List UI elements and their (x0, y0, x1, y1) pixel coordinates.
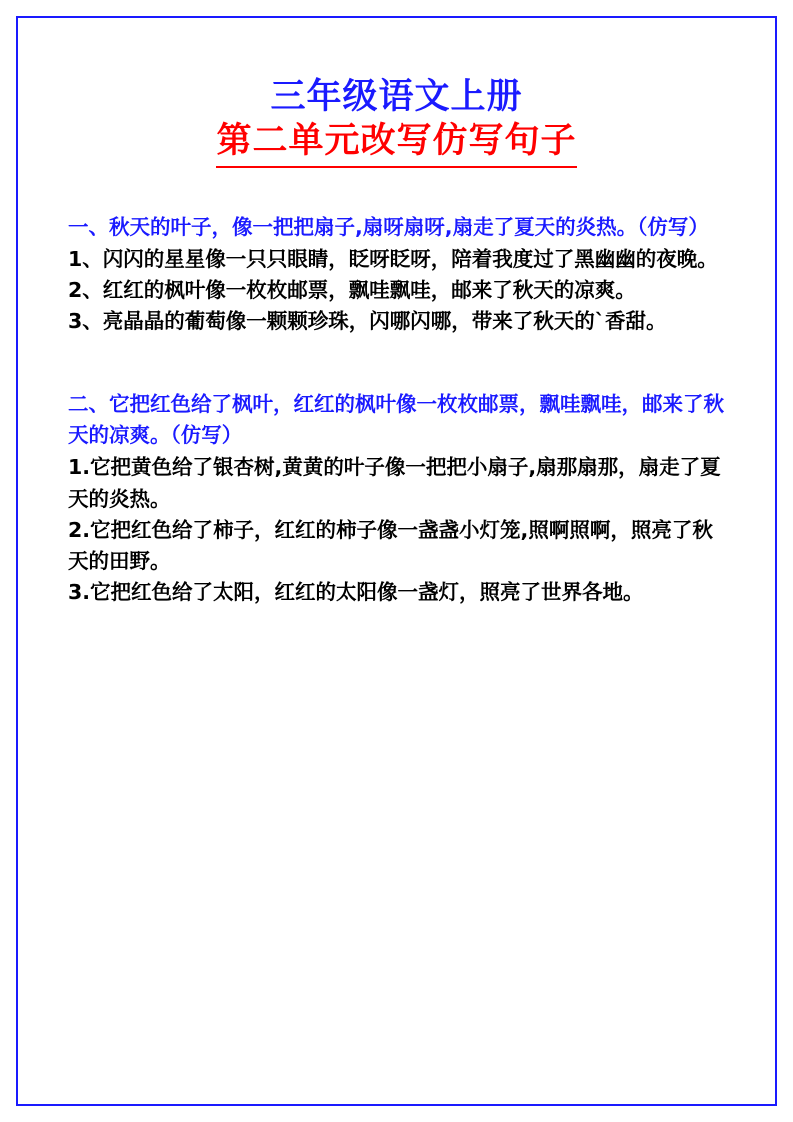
section-one-item-1: 1、闪闪的星星像一只只眼睛，眨呀眨呀，陪着我度过了黑幽幽的夜晚。 (68, 246, 718, 271)
section-two (68, 389, 725, 608)
section-two-item-1: 1.它把黄色给了银杏树,黄黄的叶子像一把把小扇子,扇那扇那，扇走了夏天的炎热。 (68, 455, 721, 511)
section-one-item-3: 3、亮晶晶的葡萄像一颗颗珍珠，闪哪闪哪，带来了秋天的`香甜。 (68, 308, 667, 333)
section-one-heading: 一、秋天的叶子，像一把把扇子,扇呀扇呀,扇走了夏天的炎热。（仿写） (68, 214, 709, 239)
title-line-primary: 三年级语文上册 (270, 77, 523, 117)
document-title (68, 76, 725, 168)
section-two-heading: 二、它把红色给了枫叶，红红的枫叶像一枚枚邮票，飘哇飘哇，邮来了秋天的凉爽。（仿写） (68, 392, 724, 448)
section-spacer (68, 363, 725, 389)
section-one-item-2: 2、红红的枫叶像一枚枚邮票，飘哇飘哇，邮来了秋天的凉爽。 (68, 277, 636, 302)
section-two-item-3: 3.它把红色给了太阳，红红的太阳像一盏灯，照亮了世界各地。 (68, 580, 644, 605)
title-line-secondary: 第二单元改写仿写句子 (216, 120, 576, 168)
section-two-item-2: 2.它把红色给了柿子，红红的柿子像一盏盏小灯笼,照啊照啊，照亮了秋天的田野。 (68, 517, 713, 573)
document-content (16, 16, 777, 1106)
section-one (68, 212, 725, 338)
